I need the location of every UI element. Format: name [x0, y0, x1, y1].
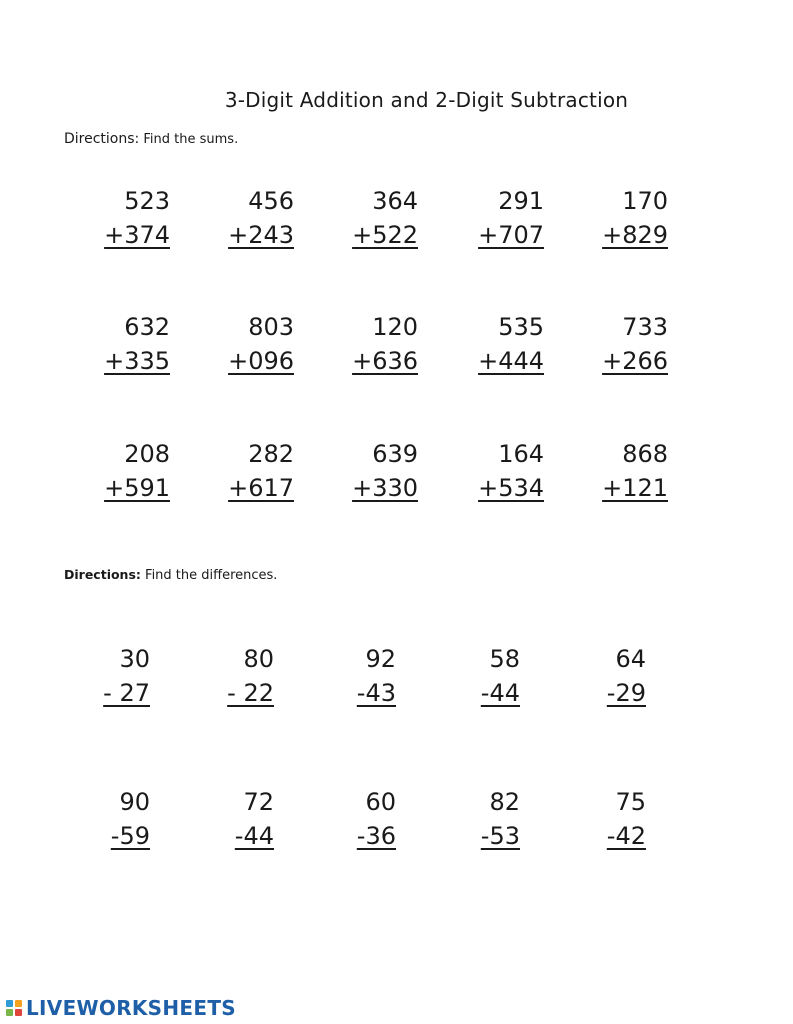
- problem-bottom-number: -44: [480, 679, 520, 707]
- problem-top-number: 60: [365, 788, 396, 816]
- problem-top-number: 733: [622, 313, 668, 341]
- addition-directions-text: Find the sums.: [139, 132, 239, 147]
- problem-bottom-number: - 22: [227, 679, 274, 707]
- addition-problem: [454, 184, 544, 252]
- problem-bottom-number: +829: [602, 221, 668, 249]
- addition-problem: [454, 437, 544, 505]
- subtraction-problem: [60, 642, 150, 710]
- problem-top-number: 164: [498, 440, 544, 468]
- subtraction-problem: [430, 642, 520, 710]
- problem-bottom-number: +330: [352, 474, 418, 502]
- problem-bottom-number: +707: [478, 221, 544, 249]
- problem-bottom-number: +121: [602, 474, 668, 502]
- addition-problem: [454, 310, 544, 378]
- problem-top-number: 72: [243, 788, 274, 816]
- problem-bottom-number: -29: [606, 679, 646, 707]
- addition-problem: [80, 310, 170, 378]
- addition-problem: [578, 310, 668, 378]
- worksheet-title: 3-Digit Addition and 2-Digit Subtraction: [224, 88, 629, 112]
- problem-bottom-number: +243: [228, 221, 294, 249]
- problem-bottom-number: +335: [104, 347, 170, 375]
- problem-top-number: 58: [489, 645, 520, 673]
- subtraction-problem: [556, 642, 646, 710]
- addition-problem: [204, 184, 294, 252]
- problem-bottom-number: +444: [478, 347, 544, 375]
- problem-top-number: 90: [119, 788, 150, 816]
- subtraction-problem: [60, 785, 150, 853]
- subtraction-problem: [184, 642, 274, 710]
- problem-top-number: 170: [622, 187, 668, 215]
- subtraction-problem: [556, 785, 646, 853]
- logo-square-3: [6, 1009, 13, 1016]
- problem-top-number: 868: [622, 440, 668, 468]
- problem-top-number: 120: [372, 313, 418, 341]
- problem-top-number: 208: [124, 440, 170, 468]
- problem-bottom-number: -53: [480, 822, 520, 850]
- problem-bottom-number: +617: [228, 474, 294, 502]
- problem-top-number: 82: [489, 788, 520, 816]
- logo-square-1: [6, 1000, 13, 1007]
- problem-top-number: 92: [365, 645, 396, 673]
- problem-top-number: 456: [248, 187, 294, 215]
- addition-problem: [328, 310, 418, 378]
- subtraction-problem: [184, 785, 274, 853]
- logo-square-4: [15, 1009, 22, 1016]
- problem-top-number: 364: [372, 187, 418, 215]
- logo-text: LIVEWORKSHEETS: [26, 996, 237, 1020]
- subtraction-problem: [306, 785, 396, 853]
- problem-top-number: 30: [119, 645, 150, 673]
- problem-top-number: 64: [615, 645, 646, 673]
- subtraction-directions-lead: Directions:: [64, 567, 141, 582]
- problem-top-number: 632: [124, 313, 170, 341]
- addition-problem: [578, 184, 668, 252]
- problem-top-number: 639: [372, 440, 418, 468]
- subtraction-problem: [306, 642, 396, 710]
- problem-bottom-number: +591: [104, 474, 170, 502]
- problem-bottom-number: +374: [104, 221, 170, 249]
- problem-bottom-number: +096: [228, 347, 294, 375]
- problem-bottom-number: +266: [602, 347, 668, 375]
- problem-bottom-number: -59: [110, 822, 150, 850]
- problem-bottom-number: - 27: [103, 679, 150, 707]
- addition-problem: [328, 184, 418, 252]
- addition-directions: [64, 131, 238, 147]
- problem-bottom-number: +534: [478, 474, 544, 502]
- problem-top-number: 535: [498, 313, 544, 341]
- addition-directions-lead: Directions:: [64, 131, 140, 147]
- problem-top-number: 75: [615, 788, 646, 816]
- subtraction-directions: [64, 567, 277, 583]
- problem-bottom-number: +636: [352, 347, 418, 375]
- problem-bottom-number: +522: [352, 221, 418, 249]
- problem-bottom-number: -42: [606, 822, 646, 850]
- problem-top-number: 282: [248, 440, 294, 468]
- addition-problem: [578, 437, 668, 505]
- problem-bottom-number: -43: [356, 679, 396, 707]
- problem-top-number: 803: [248, 313, 294, 341]
- addition-problem: [204, 437, 294, 505]
- problem-bottom-number: -44: [234, 822, 274, 850]
- subtraction-directions-text: Find the differences.: [140, 568, 278, 583]
- problem-top-number: 523: [124, 187, 170, 215]
- addition-problem: [204, 310, 294, 378]
- logo-square-2: [15, 1000, 22, 1007]
- problem-top-number: 291: [498, 187, 544, 215]
- problem-top-number: 80: [243, 645, 274, 673]
- addition-problem: [328, 437, 418, 505]
- liveworksheets-logo: [6, 996, 236, 1020]
- logo-mark-icon: [6, 1000, 22, 1016]
- addition-problem: [80, 184, 170, 252]
- subtraction-problem: [430, 785, 520, 853]
- problem-bottom-number: -36: [356, 822, 396, 850]
- addition-problem: [80, 437, 170, 505]
